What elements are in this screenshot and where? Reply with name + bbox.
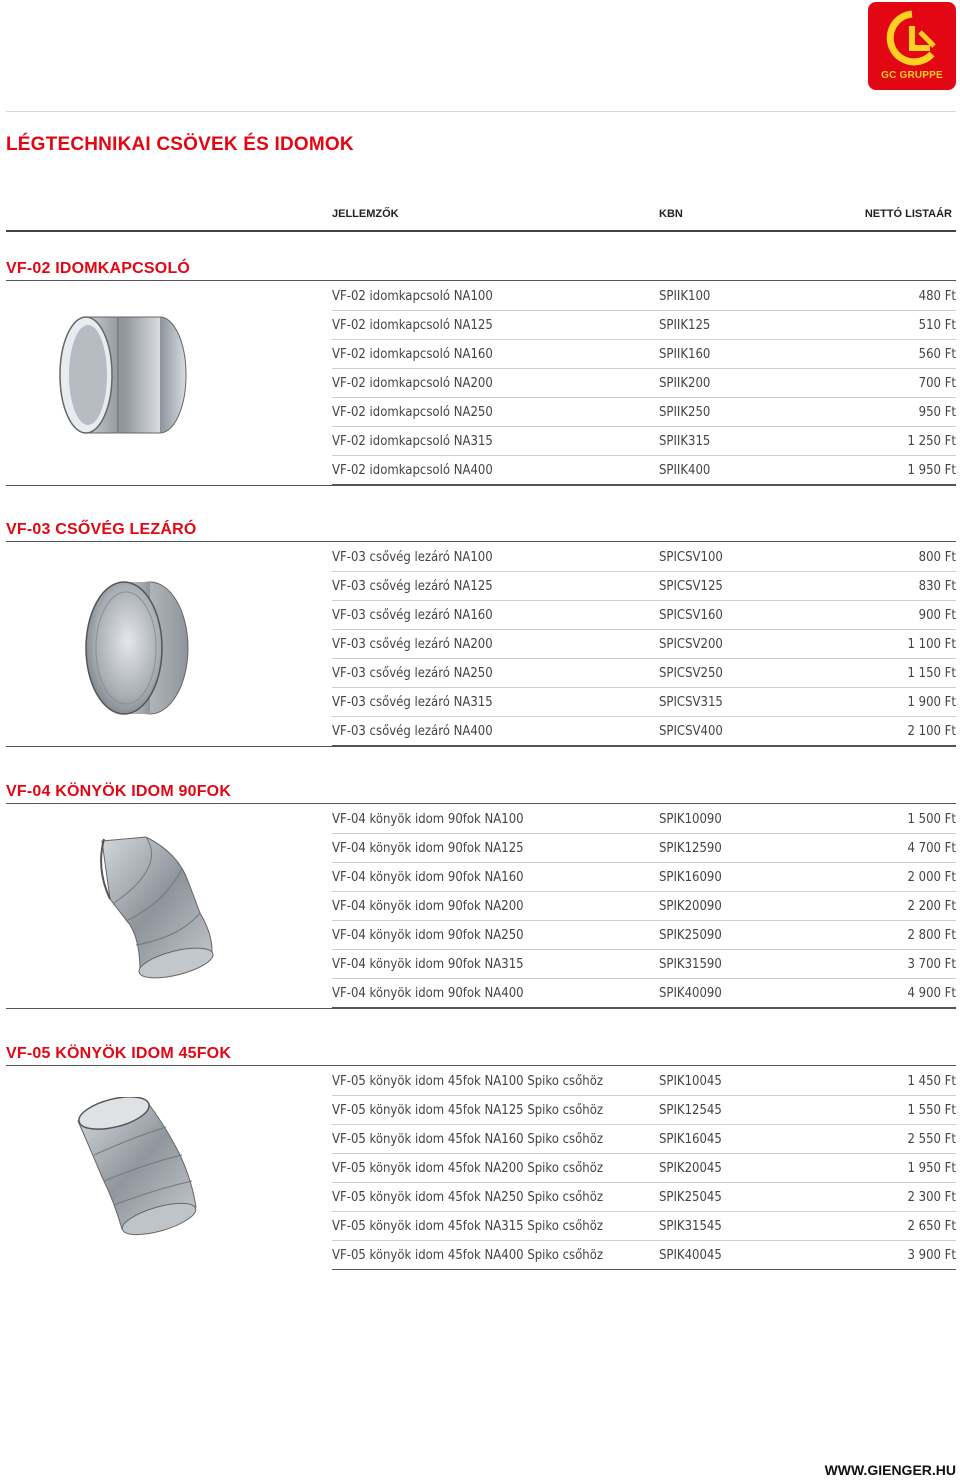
table-row bbox=[332, 921, 956, 950]
header-divider bbox=[6, 230, 956, 232]
product-code: SPIK16045 bbox=[659, 1132, 722, 1147]
table-row bbox=[332, 717, 956, 746]
elbow-45-photo bbox=[70, 1097, 210, 1247]
table-row bbox=[332, 1212, 956, 1241]
product-code: SPIIK200 bbox=[659, 376, 711, 391]
product-code: SPIK10045 bbox=[659, 1074, 722, 1089]
product-name: VF-04 könyök idom 90fok NA400 bbox=[332, 986, 524, 1001]
section-bottom-rule bbox=[6, 746, 956, 747]
table-row bbox=[332, 1154, 956, 1183]
table-row bbox=[332, 1096, 956, 1125]
product-name: VF-02 idomkapcsoló NA160 bbox=[332, 347, 493, 362]
table-row bbox=[332, 979, 956, 1008]
product-price: 1 550 Ft bbox=[907, 1103, 956, 1118]
product-name: VF-02 idomkapcsoló NA200 bbox=[332, 376, 493, 391]
product-name: VF-05 könyök idom 45fok NA125 Spiko csőhöz bbox=[332, 1103, 603, 1118]
section-bottom-rule bbox=[6, 1008, 956, 1009]
product-price: 4 900 Ft bbox=[907, 986, 956, 1001]
table-row bbox=[332, 805, 956, 834]
product-code: SPICSV125 bbox=[659, 579, 723, 594]
product-price: 2 650 Ft bbox=[907, 1219, 956, 1234]
product-code: SPIIK160 bbox=[659, 347, 711, 362]
product-code: SPICSV250 bbox=[659, 666, 723, 681]
product-code: SPIK40045 bbox=[659, 1248, 722, 1263]
product-price: 830 Ft bbox=[918, 579, 956, 594]
table-row bbox=[332, 456, 956, 485]
product-name: VF-02 idomkapcsoló NA400 bbox=[332, 463, 493, 478]
product-code: SPIK12545 bbox=[659, 1103, 722, 1118]
product-name: VF-05 könyök idom 45fok NA250 Spiko csőhöz bbox=[332, 1190, 603, 1205]
column-header-price: NETTÓ LISTAÁR bbox=[864, 208, 952, 220]
section-title: VF-05 KÖNYÖK IDOM 45FOK bbox=[6, 1045, 232, 1062]
page-title: LÉGTECHNIKAI CSÖVEK ÉS IDOMOK bbox=[6, 134, 354, 155]
section-divider bbox=[6, 541, 956, 542]
product-code: SPIIK315 bbox=[659, 434, 711, 449]
table-row bbox=[332, 601, 956, 630]
product-code: SPIK16090 bbox=[659, 870, 722, 885]
table-row bbox=[332, 340, 956, 369]
table-row bbox=[332, 1183, 956, 1212]
section-title: VF-03 CSŐVÉG LEZÁRÓ bbox=[6, 521, 197, 538]
table-row bbox=[332, 543, 956, 572]
product-name: VF-04 könyök idom 90fok NA250 bbox=[332, 928, 524, 943]
product-name: VF-03 csővég lezáró NA315 bbox=[332, 695, 493, 710]
product-code: SPIK10090 bbox=[659, 812, 722, 827]
product-price: 2 100 Ft bbox=[907, 724, 956, 739]
product-code: SPIIK250 bbox=[659, 405, 711, 420]
product-name: VF-05 könyök idom 45fok NA200 Spiko csőhöz bbox=[332, 1161, 603, 1176]
product-price: 2 550 Ft bbox=[907, 1132, 956, 1147]
product-code: SPIK31545 bbox=[659, 1219, 722, 1234]
section-divider bbox=[6, 280, 956, 281]
product-name: VF-02 idomkapcsoló NA100 bbox=[332, 289, 493, 304]
product-code: SPICSV200 bbox=[659, 637, 723, 652]
column-header-code: KBN bbox=[659, 208, 683, 220]
product-price: 700 Ft bbox=[918, 376, 956, 391]
product-price: 510 Ft bbox=[918, 318, 956, 333]
product-code: SPIK31590 bbox=[659, 957, 722, 972]
product-name: VF-03 csővég lezáró NA200 bbox=[332, 637, 493, 652]
table-row bbox=[332, 1067, 956, 1096]
product-code: SPIK25090 bbox=[659, 928, 722, 943]
product-name: VF-03 csővég lezáró NA100 bbox=[332, 550, 493, 565]
product-price: 1 950 Ft bbox=[907, 1161, 956, 1176]
product-price: 2 800 Ft bbox=[907, 928, 956, 943]
product-table bbox=[332, 805, 956, 1008]
product-price: 480 Ft bbox=[918, 289, 956, 304]
product-name: VF-05 könyök idom 45fok NA100 Spiko csőhöz bbox=[332, 1074, 603, 1089]
product-name: VF-02 idomkapcsoló NA315 bbox=[332, 434, 493, 449]
product-price: 2 000 Ft bbox=[907, 870, 956, 885]
product-code: SPIK12590 bbox=[659, 841, 722, 856]
product-price: 4 700 Ft bbox=[907, 841, 956, 856]
product-code: SPICSV400 bbox=[659, 724, 723, 739]
product-price: 1 900 Ft bbox=[907, 695, 956, 710]
table-row bbox=[332, 572, 956, 601]
product-name: VF-05 könyök idom 45fok NA315 Spiko csőhöz bbox=[332, 1219, 603, 1234]
product-price: 950 Ft bbox=[918, 405, 956, 420]
table-row bbox=[332, 1125, 956, 1154]
table-row bbox=[332, 950, 956, 979]
section-divider bbox=[6, 803, 956, 804]
product-price: 560 Ft bbox=[918, 347, 956, 362]
product-name: VF-05 könyök idom 45fok NA400 Spiko csőhöz bbox=[332, 1248, 603, 1263]
product-price: 2 200 Ft bbox=[907, 899, 956, 914]
logo-text: GC GRUPPE bbox=[881, 70, 943, 81]
product-code: SPICSV160 bbox=[659, 608, 723, 623]
end-cap-photo bbox=[80, 576, 200, 721]
table-row bbox=[332, 398, 956, 427]
product-code: SPIK20045 bbox=[659, 1161, 722, 1176]
table-row bbox=[332, 659, 956, 688]
product-name: VF-05 könyök idom 45fok NA160 Spiko csőhöz bbox=[332, 1132, 603, 1147]
product-price: 1 100 Ft bbox=[907, 637, 956, 652]
product-price: 1 950 Ft bbox=[907, 463, 956, 478]
section-bottom-rule bbox=[6, 485, 956, 486]
product-price: 3 900 Ft bbox=[907, 1248, 956, 1263]
top-divider bbox=[6, 111, 956, 112]
product-code: SPICSV100 bbox=[659, 550, 723, 565]
section-title: VF-02 IDOMKAPCSOLÓ bbox=[6, 260, 191, 277]
product-code: SPIK40090 bbox=[659, 986, 722, 1001]
product-code: SPIIK400 bbox=[659, 463, 711, 478]
product-name: VF-03 csővég lezáró NA250 bbox=[332, 666, 493, 681]
product-price: 3 700 Ft bbox=[907, 957, 956, 972]
table-row bbox=[332, 369, 956, 398]
elbow-90-photo bbox=[90, 833, 220, 983]
table-row bbox=[332, 834, 956, 863]
table-row bbox=[332, 892, 956, 921]
product-name: VF-04 könyök idom 90fok NA160 bbox=[332, 870, 524, 885]
product-code: SPIK20090 bbox=[659, 899, 722, 914]
table-row bbox=[332, 863, 956, 892]
website-link[interactable]: WWW.GIENGER.HU bbox=[824, 1462, 956, 1478]
gc-gruppe-logo bbox=[868, 2, 956, 90]
table-row bbox=[332, 427, 956, 456]
product-name: VF-03 csővég lezáró NA400 bbox=[332, 724, 493, 739]
table-row bbox=[332, 688, 956, 717]
product-name: VF-02 idomkapcsoló NA250 bbox=[332, 405, 493, 420]
product-code: SPIIK100 bbox=[659, 289, 711, 304]
table-row bbox=[332, 282, 956, 311]
product-price: 1 150 Ft bbox=[907, 666, 956, 681]
product-name: VF-03 csővég lezáró NA125 bbox=[332, 579, 493, 594]
product-table bbox=[332, 282, 956, 485]
coupling-pipe-photo bbox=[56, 310, 196, 440]
product-price: 2 300 Ft bbox=[907, 1190, 956, 1205]
product-table bbox=[332, 1067, 956, 1270]
product-price: 1 450 Ft bbox=[907, 1074, 956, 1089]
product-price: 800 Ft bbox=[918, 550, 956, 565]
table-row bbox=[332, 311, 956, 340]
table-row bbox=[332, 630, 956, 659]
product-price: 1 500 Ft bbox=[907, 812, 956, 827]
product-code: SPICSV315 bbox=[659, 695, 723, 710]
product-code: SPIK25045 bbox=[659, 1190, 722, 1205]
product-name: VF-04 könyök idom 90fok NA315 bbox=[332, 957, 524, 972]
product-code: SPIIK125 bbox=[659, 318, 711, 333]
product-name: VF-04 könyök idom 90fok NA200 bbox=[332, 899, 524, 914]
table-row bbox=[332, 1241, 956, 1270]
section-divider bbox=[6, 1065, 956, 1066]
product-table bbox=[332, 543, 956, 746]
section-title: VF-04 KÖNYÖK IDOM 90FOK bbox=[6, 783, 232, 800]
product-name: VF-04 könyök idom 90fok NA100 bbox=[332, 812, 524, 827]
product-name: VF-03 csővég lezáró NA160 bbox=[332, 608, 493, 623]
column-header-features: JELLEMZŐK bbox=[332, 208, 399, 220]
product-name: VF-04 könyök idom 90fok NA125 bbox=[332, 841, 524, 856]
product-name: VF-02 idomkapcsoló NA125 bbox=[332, 318, 493, 333]
product-price: 1 250 Ft bbox=[907, 434, 956, 449]
product-price: 900 Ft bbox=[918, 608, 956, 623]
